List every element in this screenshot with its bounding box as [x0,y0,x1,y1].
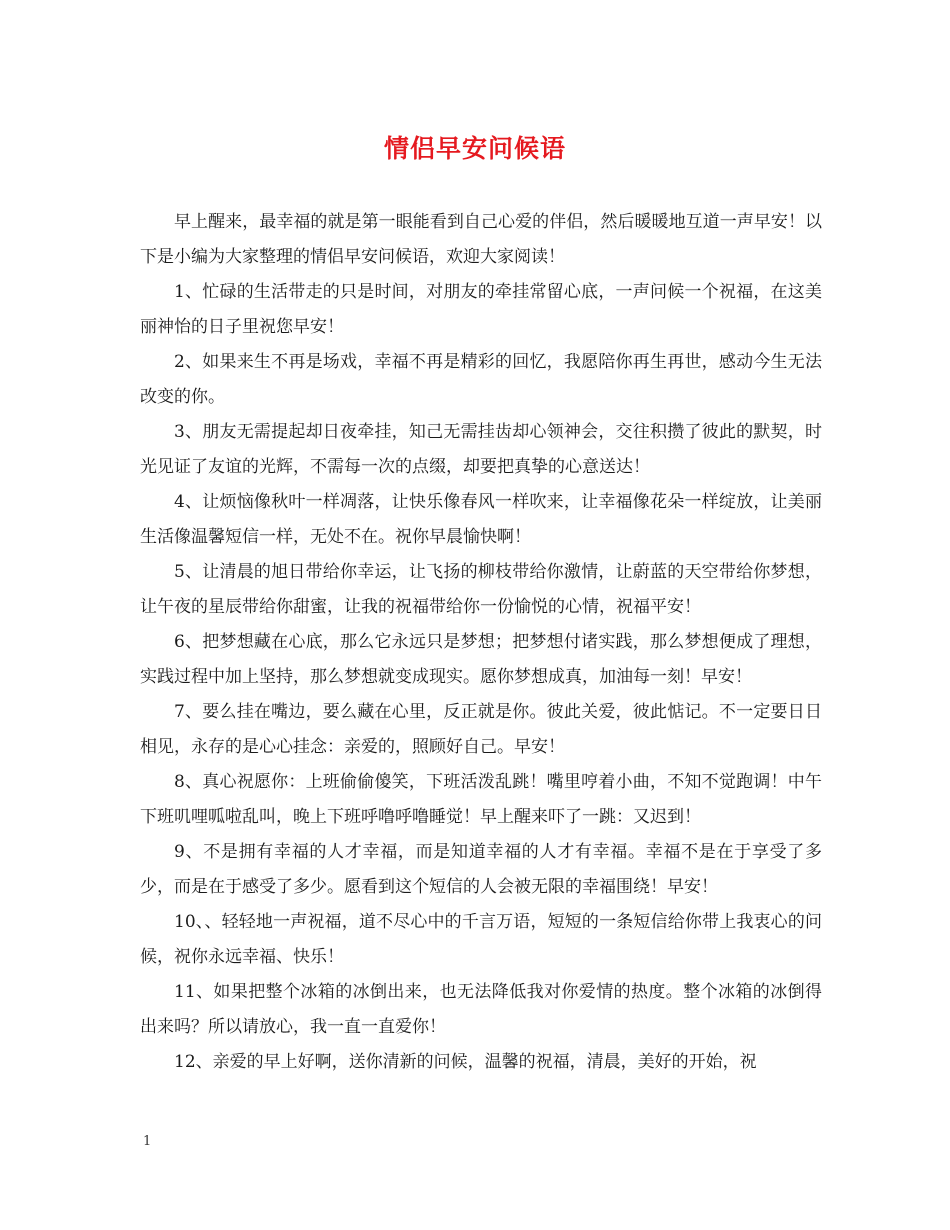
document-body [140,205,822,1080]
page-number: 1 [143,1134,152,1149]
paragraph-10: 10、、轻轻地一声祝福，道不尽心中的千言万语，短短的一条短信给你带上我衷心的问候，祝你永远幸福、快乐！ [140,912,822,967]
paragraph-2: 2、如果来生不再是场戏，幸福不再是精彩的回忆，我愿陪你再生再世，感动今生无法改变的你。 [140,352,822,407]
paragraph-6: 6、把梦想藏在心底，那么它永远只是梦想；把梦想付诸实践，那么梦想便成了理想，实践过程中加上坚持，那么梦想就变成现实。愿你梦想成真，加油每一刻！早安！ [140,632,822,687]
paragraph-12: 12、亲爱的早上好啊，送你清新的问候，温馨的祝福，清晨，美好的开始，祝 [174,1052,757,1072]
paragraph-3: 3、朋友无需提起却日夜牵挂，知己无需挂齿却心领神会，交往积攒了彼此的默契，时光见证了友谊的光辉，不需每一次的点缀，却要把真挚的心意送达！ [140,422,822,477]
paragraph-5: 5、让清晨的旭日带给你幸运，让飞扬的柳枝带给你激情，让蔚蓝的天空带给你梦想，让午夜的星辰带给你甜蜜，让我的祝福带给你一份愉悦的心情，祝福平安！ [140,562,822,617]
paragraph-intro: 早上醒来，最幸福的就是第一眼能看到自己心爱的伴侣，然后暖暖地互道一声早安！以下是小编为大家整理的情侣早安问候语，欢迎大家阅读！ [140,212,822,267]
paragraph-4: 4、让烦恼像秋叶一样凋落，让快乐像春风一样吹来，让幸福像花朵一样绽放，让美丽生活像温馨短信一样，无处不在。祝你早晨愉快啊！ [140,492,822,547]
paragraph-11: 11、如果把整个冰箱的冰倒出来，也无法降低我对你爱情的热度。整个冰箱的冰倒得出来吗？所以请放心，我一直一直爱你！ [140,982,822,1037]
paragraph-8: 8、真心祝愿你：上班偷偷傻笑，下班活泼乱跳！嘴里哼着小曲，不知不觉跑调！中午下班叽哩呱啦乱叫，晚上下班呼噜呼噜睡觉！早上醒来吓了一跳：又迟到！ [140,772,822,827]
paragraph-9: 9、不是拥有幸福的人才幸福，而是知道幸福的人才有幸福。幸福不是在于享受了多少，而是在于感受了多少。愿看到这个短信的人会被无限的幸福围绕！早安！ [140,842,822,897]
paragraph-1: 1、忙碌的生活带走的只是时间，对朋友的牵挂常留心底，一声问候一个祝福，在这美丽神怡的日子里祝您早安！ [140,282,822,337]
paragraph-7: 7、要么挂在嘴边，要么藏在心里，反正就是你。彼此关爱，彼此惦记。不一定要日日相见，永存的是心心挂念：亲爱的，照顾好自己。早安！ [140,702,822,757]
document-title: 情侣早安问候语 [383,134,566,163]
